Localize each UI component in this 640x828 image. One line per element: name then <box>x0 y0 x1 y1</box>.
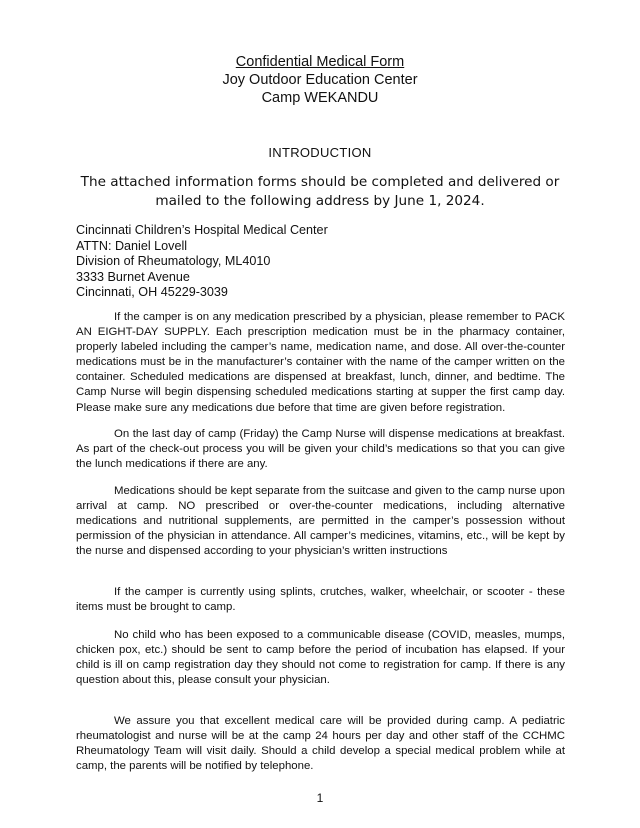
camp-name: Camp WEKANDU <box>261 90 379 106</box>
document-header <box>0 53 640 107</box>
organization-name: Joy Outdoor Education Center <box>222 72 418 88</box>
paragraph-last-day: On the last day of camp (Friday) the Camp Nurse will dispense medications at breakfast. As part of the check-out process you will be given your child’s medications so that you can give the lunch medications if there are any. <box>76 428 565 471</box>
address-line: ATTN: Daniel Lovell <box>76 238 188 253</box>
address-line: Cincinnati, OH 45229-3039 <box>76 285 228 300</box>
paragraph-medical-care: We assure you that excellent medical care will be provided during camp. A pediatric rheumatologist and nurse will be at the camp 24 hours per day and other staff of the CCHMC Rheumatology Team will visit daily. Should a child develop a special medical problem while at camp, the parents will be notified by telephone. <box>76 715 565 773</box>
address-line: Cincinnati Children’s Hospital Medical Center <box>76 223 328 237</box>
page-number: 1 <box>316 791 324 805</box>
lead-statement: The attached information forms should be completed and delivered or mailed to the following address by June 1, 2024. <box>80 174 560 209</box>
paragraph-medication-storage: Medications should be kept separate from the suitcase and given to the camp nurse upon arrival at camp. NO prescribed or over-the-counter medications, including alternative medications and nutritional supplements, are permitted in the camper’s possession without permission of the physician in attendance. All camper’s medicines, vitamins, etc., will be kept by the nurse and dispensed according to your physician’s written instructions <box>76 485 565 558</box>
address-line: 3333 Burnet Avenue <box>76 269 190 284</box>
paragraph-communicable-disease: No child who has been exposed to a communicable disease (COVID, measles, mumps, chicken pox, etc.) should be sent to camp before the period of incubation has elapsed. If your child is ill on camp registration day they should not come to registration for camp. If there is any question about this, please consult your physician. <box>76 629 565 687</box>
form-title: Confidential Medical Form <box>235 54 405 70</box>
mailing-address <box>76 223 328 301</box>
paragraph-medication-supply: If the camper is on any medication prescribed by a physician, please remember to PACK AN EIGHT-DAY SUPPLY. Each prescription medication must be in the pharmacy container, properly labeled including the camper’s name, medication name, and dose. All over-the-counter medications must be in the manufacturer’s container with the name of the camper written on the container. Scheduled medications are dispensed at breakfast, lunch, dinner, and bedtime. The Camp Nurse will begin dispensing scheduled medications starting at supper the first camp day. Please make sure any medications due before that time are given before registration. <box>76 311 565 414</box>
paragraph-mobility-aids: If the camper is currently using splints, crutches, walker, wheelchair, or scooter - these items must be brought to camp. <box>76 586 565 614</box>
address-line: Division of Rheumatology, ML4010 <box>76 254 271 269</box>
introduction-heading: INTRODUCTION <box>268 145 372 160</box>
